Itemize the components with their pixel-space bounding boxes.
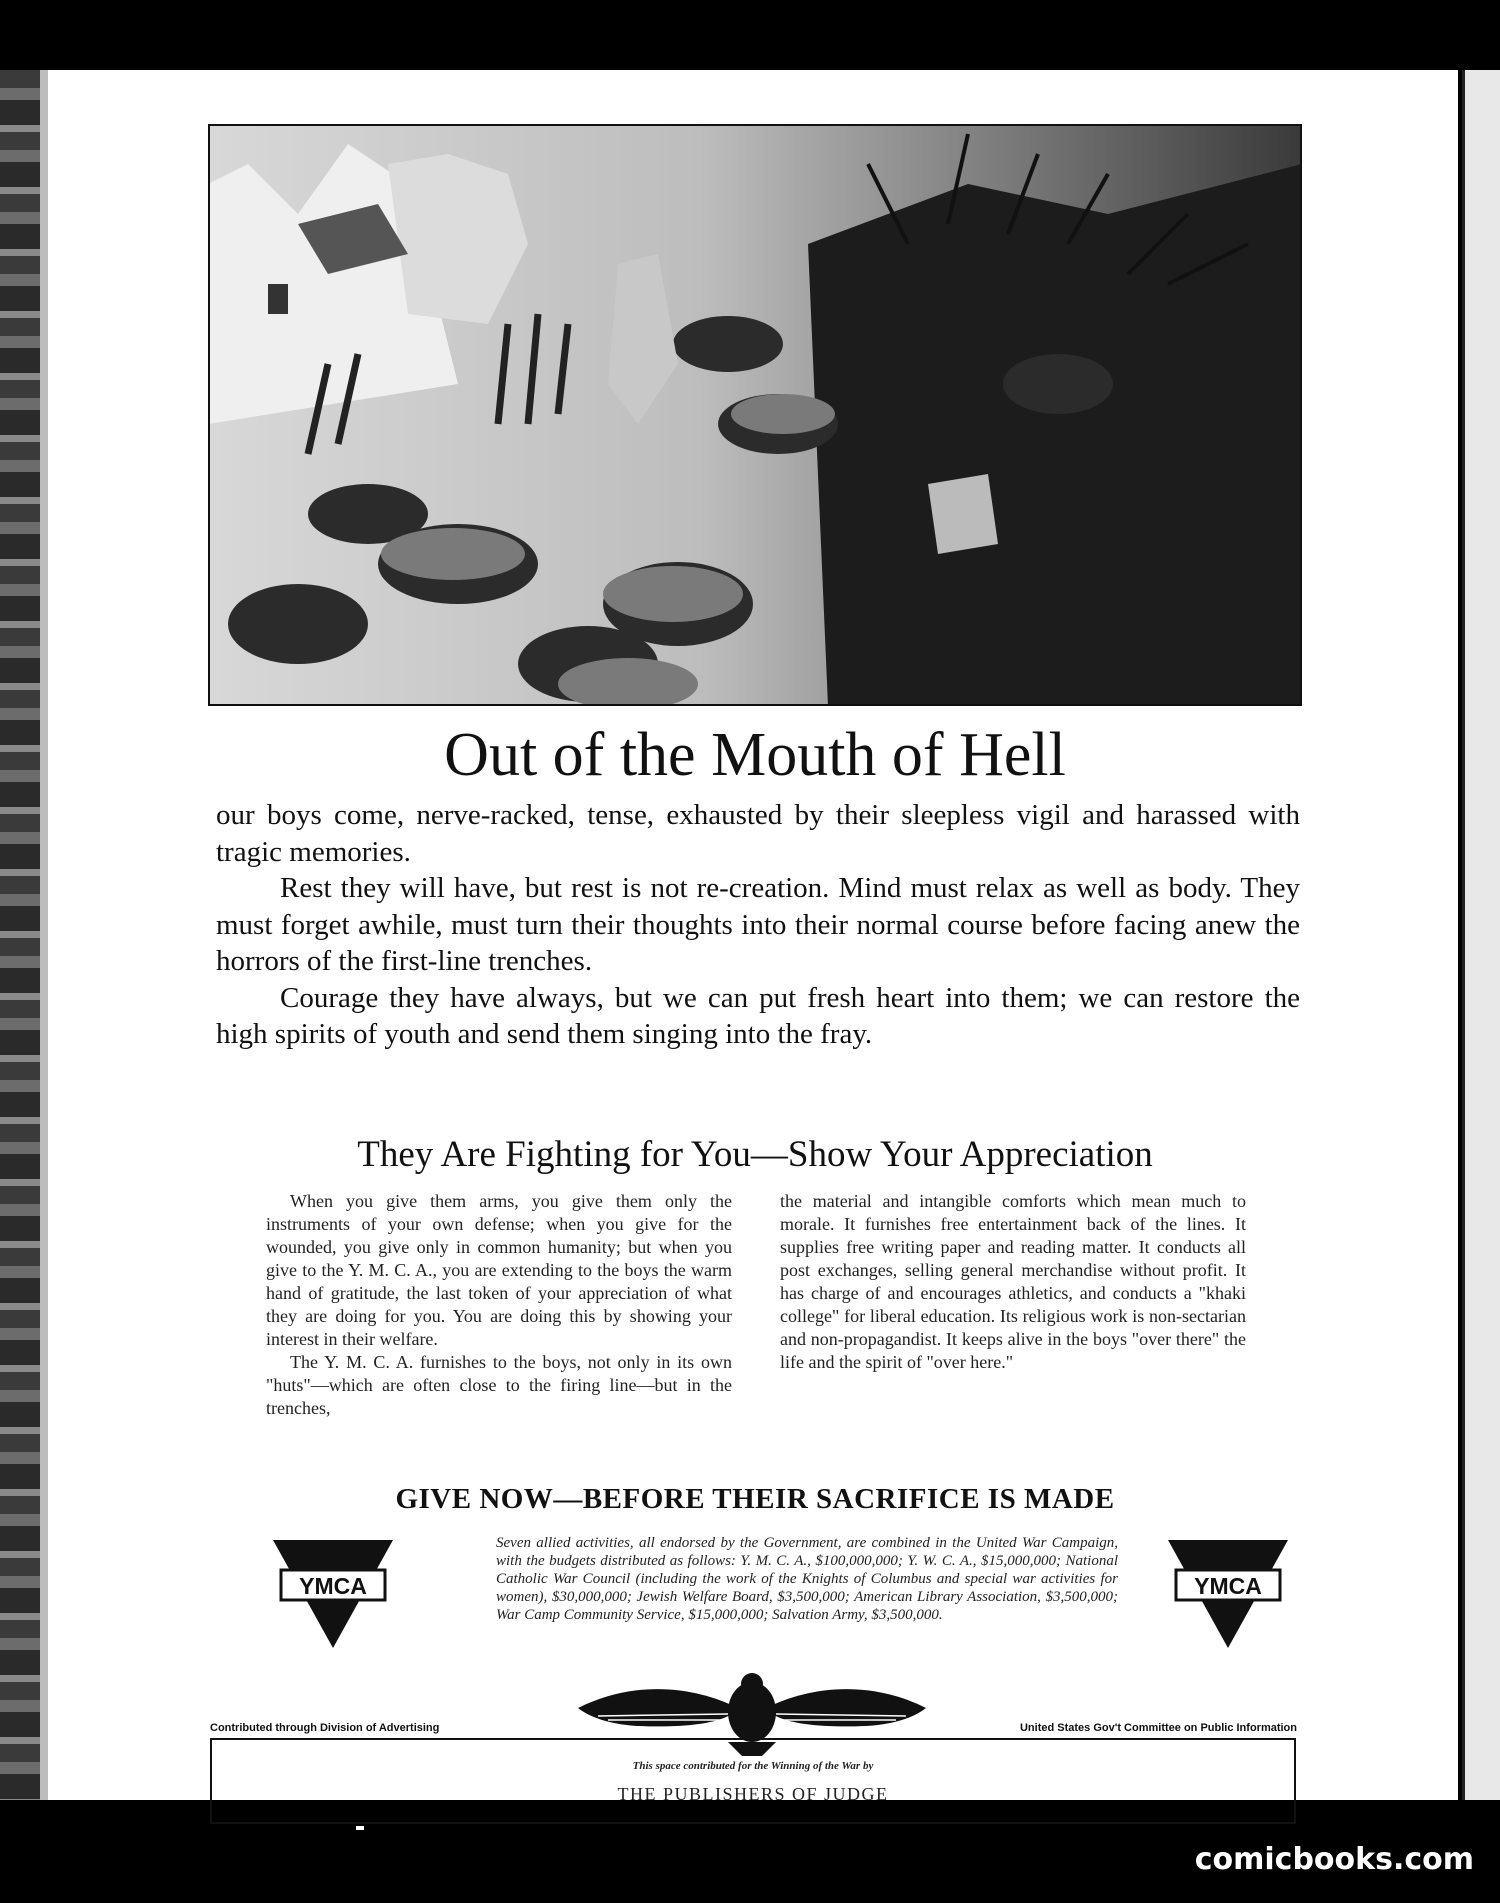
scan-binding-edge <box>0 70 48 1800</box>
subheadline: They Are Fighting for You—Show Your Appreciation <box>357 1134 1153 1175</box>
intro-paragraph-3: Courage they have always, but we can put fresh heart into them; we can restore the high spirits of youth and send them singing into the fray. <box>216 981 1300 1050</box>
right-column-paragraph-1: the material and intangible comforts which mean much to morale. It furnishes free entertainment back of the lines. It supplies free writing paper and reading matter. It conducts all post exchanges, selling general merchandise without profit. It has charge of and encourages athletics, and conducts a "khaki college" for liberal education. Its religious work is non-sectarian and non-propagandist. It keeps alive in the boys "over there" the life and the spirit of "over here." <box>780 1191 1246 1372</box>
call-to-action: GIVE NOW—BEFORE THEIR SACRIFICE IS MADE <box>395 1483 1115 1515</box>
ymca-triangle-logo-left <box>273 1540 393 1650</box>
war-illustration <box>208 124 1302 706</box>
intro-text <box>216 797 1300 1053</box>
left-column-paragraph-1: When you give them arms, you give them only the instruments of your own defense; when you give for the wounded, you give only in common humanity; but when you give to the Y. M. C. A., you are extending to the boys the warm hand of gratitude, the last token of your appreciation of what they are doing for you. You are doing this by showing your interest in their welfare. <box>266 1191 732 1349</box>
credit-committee-on-public-information: United States Gov't Committee on Public Information <box>1019 1722 1297 1734</box>
scan-speck <box>356 1826 364 1830</box>
headline: Out of the Mouth of Hell <box>444 721 1066 789</box>
ymca-logo-text-right: YMCA <box>1194 1573 1262 1599</box>
credit-division-of-advertising: Contributed through Division of Advertising <box>210 1722 440 1734</box>
body-column-right <box>780 1190 1246 1420</box>
ymca-logo-text-left: YMCA <box>299 1573 367 1599</box>
left-column-paragraph-2: The Y. M. C. A. furnishes to the boys, not only in its own "huts"—which are often close to the firing line—but in the trenches, <box>266 1352 732 1418</box>
allied-activities-text: Seven allied activities, all endorsed by the Government, are combined in the United War Campaign, with the budgets distributed as follows: Y. M. C. A., $100,000,000; Y. W. C. A., $15,000,000; National Catholic War Council (including the work of the Knights of Columbus and special war activities for women), $30,000,000; Jewish Welfare Board, $3,500,000; American Library Association, $3,500,000; War Camp Community Service, $15,000,000; Salvation Army, $3,500,000. <box>496 1535 1118 1623</box>
intro-paragraph-2: Rest they will have, but rest is not re-creation. Mind must relax as well as body. They must forget awhile, must turn their thoughts into their normal course before facing anew the horrors of the first-line trenches. <box>216 872 1300 977</box>
body-columns <box>266 1190 1246 1420</box>
magazine-page <box>48 70 1458 1804</box>
body-column-left <box>266 1190 732 1420</box>
intro-paragraph-1: our boys come, nerve-racked, tense, exhausted by their sleepless vigil and harassed with tragic memories. <box>216 799 1300 868</box>
publisher-contribution-note: This space contributed for the Winning of the War by <box>632 1760 874 1772</box>
adjacent-page-edge <box>1462 70 1500 1800</box>
ymca-triangle-logo-right <box>1168 1540 1288 1650</box>
publisher-box <box>210 1738 1296 1824</box>
site-watermark: comicbooks.com <box>1194 1842 1474 1877</box>
publisher-name: THE PUBLISHERS OF JUDGE <box>617 1784 889 1804</box>
